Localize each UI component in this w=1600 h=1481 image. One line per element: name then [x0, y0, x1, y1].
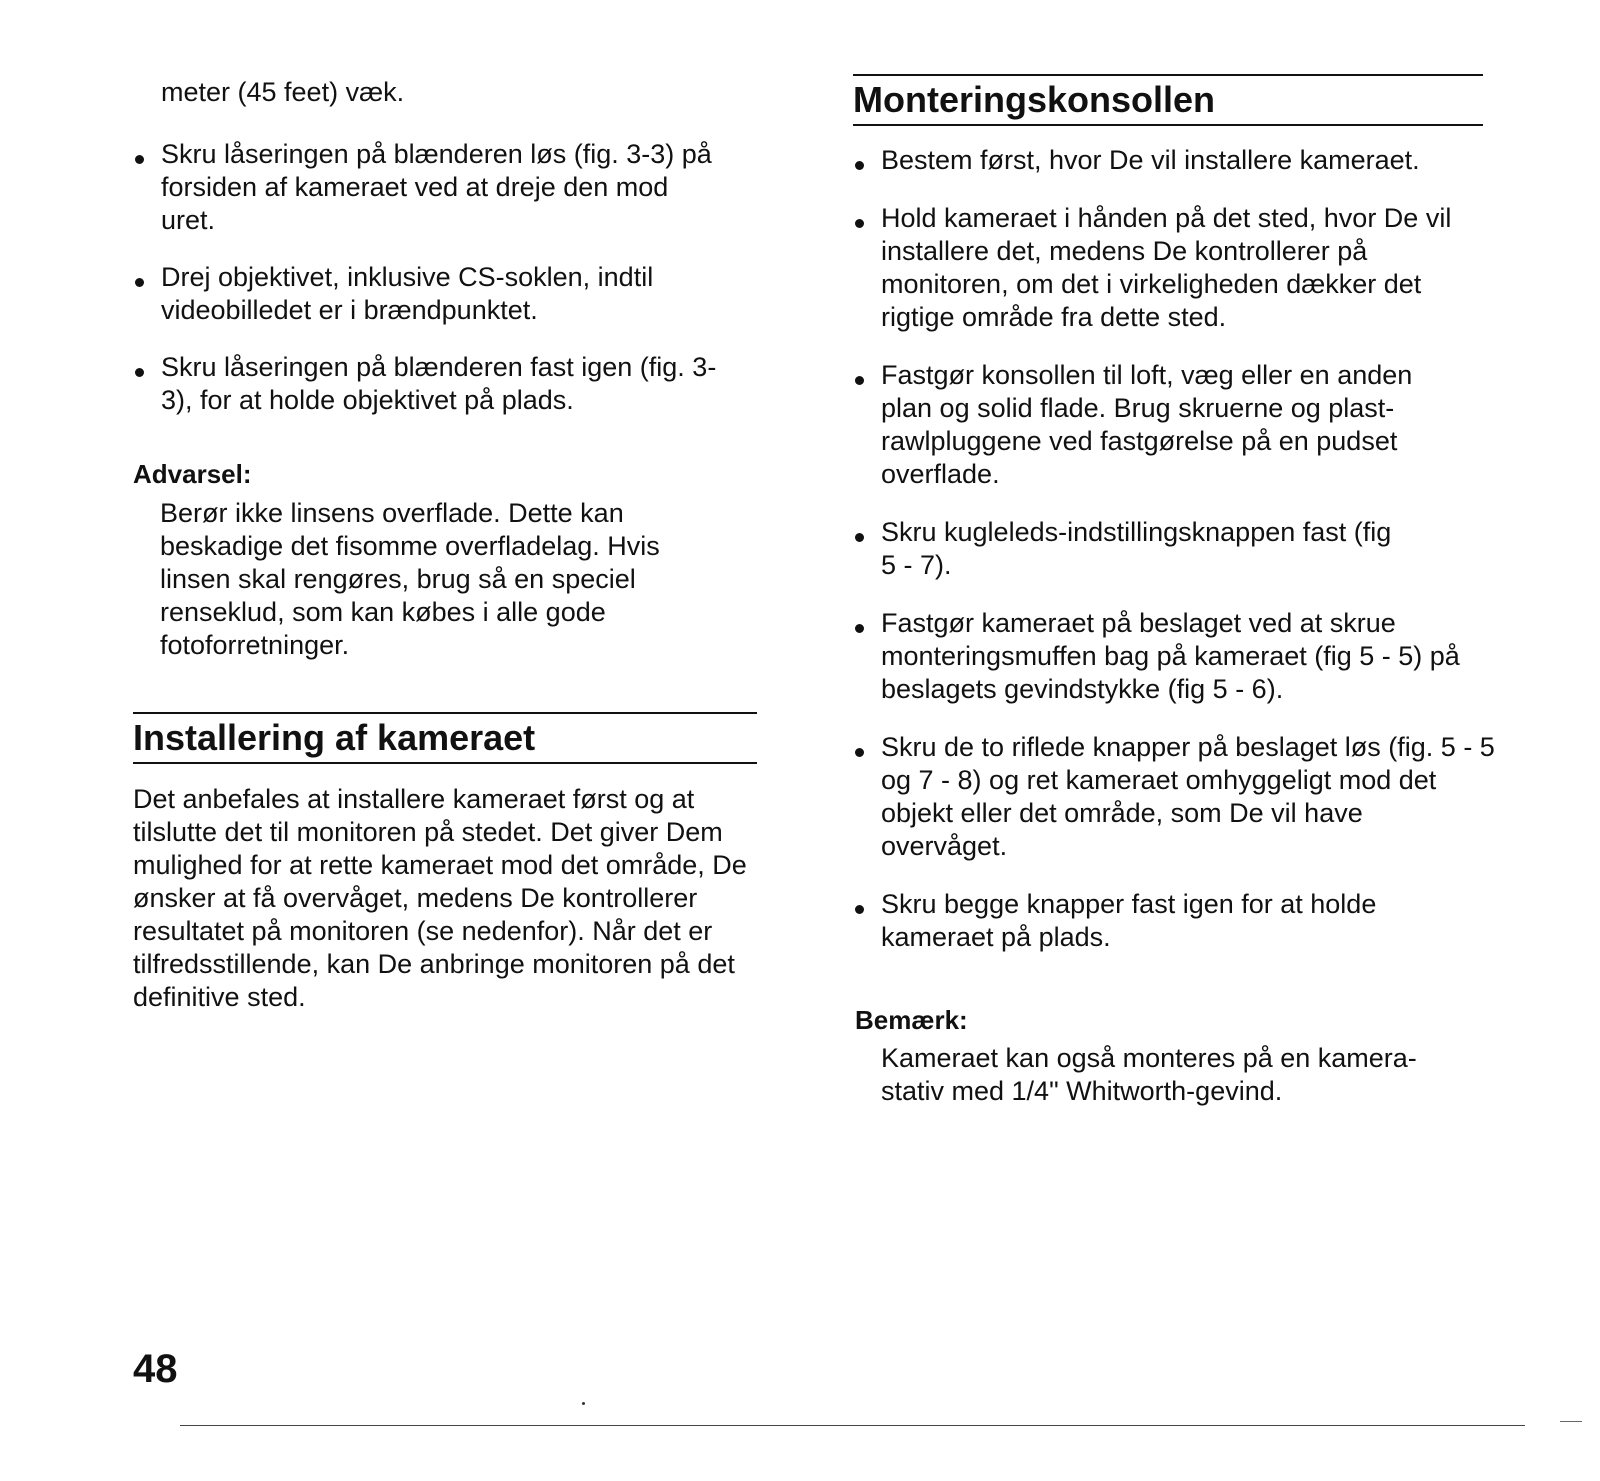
list-item: Hold kameraet i hånden på det sted, hvor De vil installere det, medens De kontrollerer på monitoren, om det i virkeligheden dækker det rigtige område fra dette sted.: [853, 202, 1461, 334]
list-item: Drej objektivet, inklusive CS-soklen, indtil videobilledet er i brændpunktet.: [133, 261, 721, 327]
section-title-bracket: Monteringskonsollen: [853, 74, 1483, 126]
list-item: Skru låseringen på blænderen fast igen (fig. 3-3), for at holde objektivet på plads.: [133, 351, 721, 417]
right-bullet-list: [853, 144, 1495, 979]
left-bullet-list: [133, 138, 758, 441]
warning-text: Berør ikke linsens overflade. Dette kan beskadige det fisomme overfladelag. Hvis linsen skal rengøres, brug så en speciel renseklud, som kan købes i alle gode fotoforretninger.: [160, 498, 660, 660]
bottom-rule: [180, 1425, 1525, 1426]
page-number: 48: [133, 1347, 178, 1391]
list-item: Skru låseringen på blænderen løs (fig. 3-3) på forsiden af kameraet ved at dreje den mod uret.: [133, 138, 721, 237]
bottom-rule-end: [1560, 1421, 1582, 1422]
list-item: Bestem først, hvor De vil installere kameraet.: [853, 144, 1483, 177]
list-item: Skru begge knapper fast igen for at holde kameraet på plads.: [853, 888, 1441, 954]
list-item: Skru kugleleds-indstillingsknappen fast (fig 5 - 7).: [853, 516, 1401, 582]
note-text: Kameraet kan også monteres på en kamera-stativ med 1/4" Whitworth-gevind.: [881, 1043, 1417, 1106]
list-item: Fastgør kameraet på beslaget ved at skrue monteringsmuffen bag på kameraet (fig 5 - 5) på beslagets gevindstykke (fig 5 - 6).: [853, 607, 1476, 706]
list-item: Fastgør konsollen til loft, væg eller en anden plan og solid flade. Brug skruerne og plast-rawlpluggene ved fastgørelse på en pudset overflade.: [853, 359, 1461, 491]
list-item: Skru de to riflede knapper på beslaget løs (fig. 5 - 5 og 7 - 8) og ret kameraet omhyggeligt mod det objekt eller det område, som De vil have overvåget.: [853, 731, 1496, 863]
warning-label: Advarsel:: [133, 459, 252, 489]
continued-text: meter (45 feet) væk.: [161, 77, 405, 107]
note-label: Bemærk:: [855, 1005, 968, 1035]
install-paragraph: Det anbefales at installere kameraet først og at tilslutte det til monitoren på stedet. Det giver Dem mulighed for at rette kameraet mod det område, De ønsker at få overvåget, medens De kontrollerer resultatet på monitoren (se nedenfor). Når det er tilfredsstillende, kan De anbringe monitoren på det definitive sted.: [133, 784, 747, 1012]
scan-speck: [582, 1402, 585, 1405]
section-title-install: Installering af kameraet: [133, 712, 757, 764]
